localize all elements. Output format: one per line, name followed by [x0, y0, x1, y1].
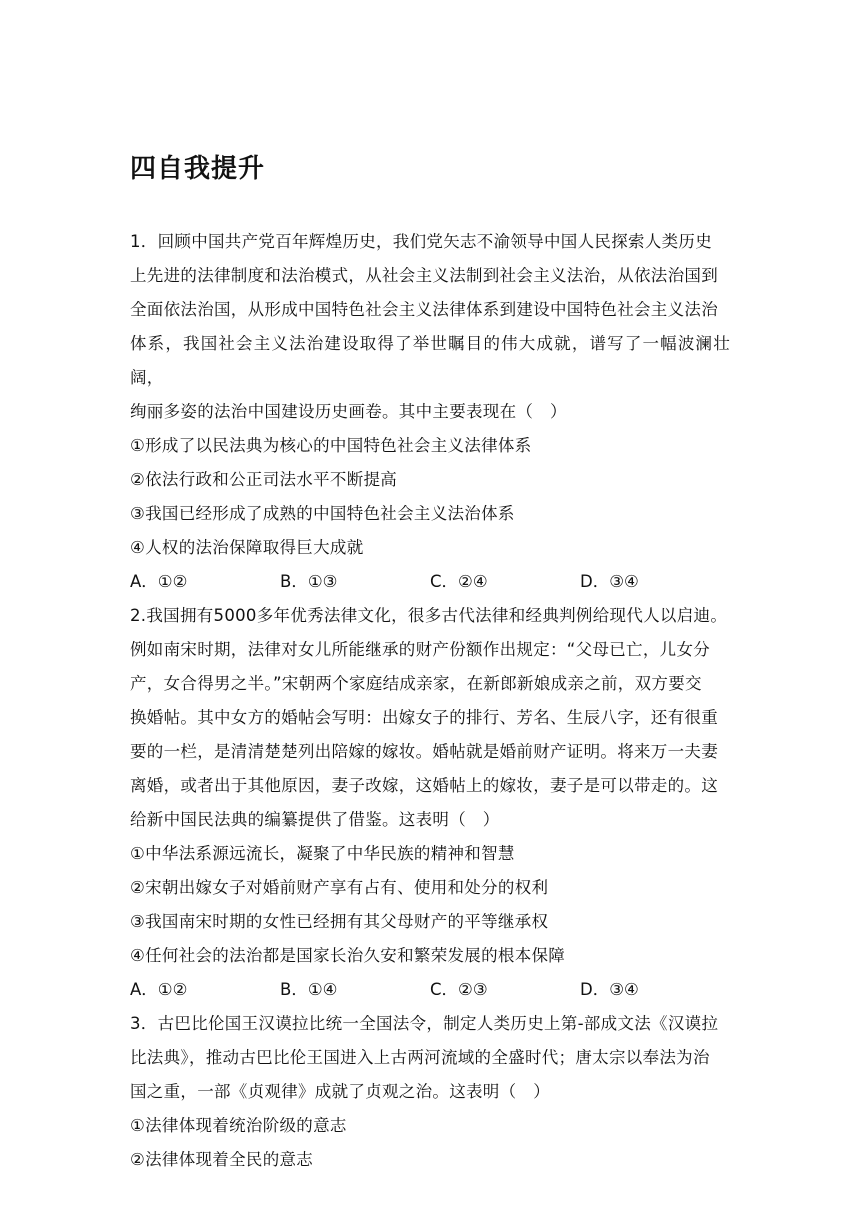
- stem-line: 全面依法治国，从形成中国特色社会主义法律体系到建设中国特色社会主义法治: [130, 300, 718, 319]
- question-3: [130, 1007, 730, 1177]
- stem-line: 上先进的法律制度和法治模式，从社会主义法制到社会主义法治，从依法治国到: [130, 266, 718, 285]
- statement-option: ①中华法系源远流长，凝聚了中华民族的精神和智慧: [130, 844, 515, 863]
- statement-option: ②法律体现着全民的意志: [130, 1150, 314, 1169]
- question-stem: [130, 1007, 730, 1109]
- choice-b: B．①③: [280, 572, 338, 591]
- choice-c: C．②④: [430, 572, 488, 591]
- statement-option: ①法律体现着统治阶级的意志: [130, 1116, 347, 1135]
- question-stem: [130, 225, 730, 429]
- stem-line: 要的一栏，是清清楚楚列出陪嫁的嫁妆。婚帖就是婚前财产证明。将来万一夫妻: [130, 742, 718, 761]
- stem-line: 产，女合得男之半。”宋朝两个家庭结成亲家，在新郎新娘成亲之前，双方要交: [130, 674, 702, 693]
- stem-line: 例如南宋时期，法律对女儿所能继承的财产份额作出规定：“父母已亡，儿女分: [130, 640, 711, 659]
- question-1: [130, 225, 730, 599]
- stem-line: 换婚帖。其中女方的婚帖会写明：出嫁女子的排行、芳名、生辰八字，还有很重: [130, 708, 718, 727]
- statement-option: ④人权的法治保障取得巨大成就: [130, 538, 364, 557]
- statement-option: ②宋朝出嫁女子对婚前财产享有占有、使用和处分的权利: [130, 878, 549, 897]
- choice-a: A．①②: [130, 572, 188, 591]
- statement-option: ④任何社会的法治都是国家长治久安和繁荣发展的根本保障: [130, 946, 566, 965]
- stem-line: 1．回顾中国共产党百年辉煌历史，我们党矢志不渝领导中国人民探索人类历史: [130, 232, 712, 251]
- choice-b: B．①④: [280, 980, 338, 999]
- statement-option: ③我国南宋时期的女性已经拥有其父母财产的平等继承权: [130, 912, 549, 931]
- choice-a: A．①②: [130, 980, 188, 999]
- stem-line: 给新中国民法典的编纂提供了借鉴。这表明（ ）: [130, 810, 500, 829]
- answer-choices: [130, 973, 730, 1007]
- answer-choices: [130, 565, 730, 599]
- choice-d: D．③④: [580, 980, 639, 999]
- questions-container: [130, 225, 730, 1177]
- question-stem: [130, 599, 730, 837]
- stem-line: 3．古巴比伦国王汉谟拉比统一全国法令，制定人类历史上第-部成文法《汉谟拉: [130, 1014, 719, 1033]
- section-title: 四自我提升: [130, 154, 266, 184]
- stem-line: 国之重，一部《贞观律》成就了贞观之治。这表明（ ）: [130, 1082, 550, 1101]
- stem-line: 离婚，或者出于其他原因，妻子改嫁，这婚帖上的嫁妆，妻子是可以带走的。这: [130, 776, 718, 795]
- statement-option: ①形成了以民法典为核心的中国特色社会主义法律体系: [130, 436, 532, 455]
- stem-line: 比法典》，推动古巴比伦王国进入上古两河流域的全盛时代；唐太宗以奉法为治: [130, 1048, 710, 1067]
- choice-c: C．②③: [430, 980, 488, 999]
- statement-option: ②依法行政和公正司法水平不断提高: [130, 470, 398, 489]
- statement-option: ③我国已经形成了成熟的中国特色社会主义法治体系: [130, 504, 515, 523]
- stem-line: 绚丽多姿的法治中国建设历史画卷。其中主要表现在（ ）: [130, 402, 567, 421]
- stem-line: 体系，我国社会主义法治建设取得了举世瞩目的伟大成就，谱写了一幅波澜壮阔，: [130, 334, 730, 387]
- question-2: [130, 599, 730, 1007]
- choice-d: D．③④: [580, 572, 639, 591]
- stem-line: 2.我国拥有5000多年优秀法律文化，很多古代法律和经典判例给现代人以启迪。: [130, 606, 728, 625]
